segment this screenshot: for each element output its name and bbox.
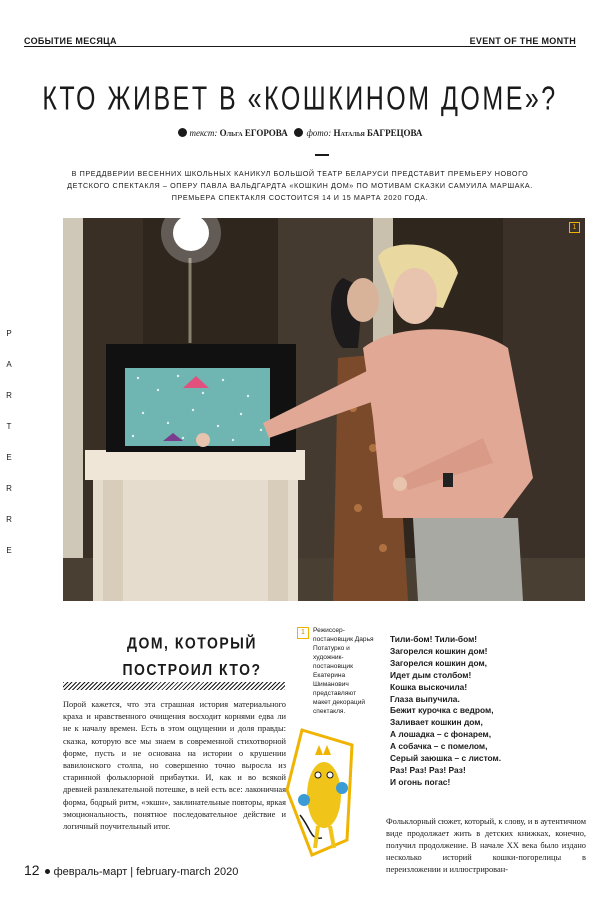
poem-line: А собачка – с помелом, [390,741,488,752]
side-letter: R [6,484,12,493]
poem [390,634,580,789]
body-paragraph-right: Фольклорный сюжет, который, к слову, и в аутентичном виде продолжает жить в детских книжках, конечно, получил продолжение. В начале XX века было издано несколько историй кошки-погорелицы в переизложении и иллюстрирован- [386,817,586,874]
text-credit-label: текст: [189,128,218,138]
side-letter: R [6,515,12,524]
side-letter: T [6,422,12,431]
rubric-divider [24,46,576,47]
poem-line: А лошадка – с фонарем, [390,729,492,740]
page-number: 12 [24,862,40,878]
side-letter: R [6,391,12,400]
rubric-label: СОБЫТИЕ МЕСЯЦА [24,36,117,46]
body-paragraph: Порой кажется, что эта страшная история материального краха и нравственного очищения восходит корнями едва ли не к началу времен. Есть в этом ощущении и доля правды: сказка, которую все мы знаем в современной стихотворной форме, пусть и не основана на истории о крушении вавилонского столпа, но совершенно точно выросла из старинной фольклорной прибаутки. И, как и во всякой древней развлекательной потешке, в ней есть все: лаконичная форма, бодрый ритм, «экшн», заклинательные повторы, яркая эмоциональность, понятное последовательное действие и логичный поучительный итог. [63,700,286,832]
photo-number-badge: 1 [569,222,580,233]
photo-credit-icon [294,128,303,137]
caption-number-badge: 1 [297,627,309,639]
side-letter: P [6,329,12,338]
photo-author: Наталья БАГРЕЦОВА [333,128,423,138]
main-photo [63,218,585,601]
article-title: КТО ЖИВЕТ В «КОШКИНОМ ДОМЕ»? [42,80,558,118]
text-credit-icon [178,128,187,137]
section-heading [92,630,292,683]
stage-model-illustration [63,218,585,601]
poem-line: Кошка выскочила! [390,681,468,692]
lead-paragraph: В ПРЕДДВЕРИИ ВЕСЕННИХ ШКОЛЬНЫХ КАНИКУЛ БОЛЬШОЙ ТЕАТР БЕЛАРУСИ ПРЕДСТАВИТ ПРЕМЬЕРУ НОВОГО ДЕТСКОГО СПЕКТАКЛЯ – ОПЕРУ ПАВЛА ВАЛЬДГАРДТА «КОШКИН ДОМ» ПО МОТИВАМ СКАЗКИ САМУИЛА МАРШАКА. ПРЕМЬЕРА СПЕКТАКЛЯ СОСТОИТСЯ 14 И 15 МАРТА 2020 ГОДА. [67,169,533,202]
hatch-divider [63,682,285,690]
poem-line: Серый заюшка – с листом. [390,753,502,764]
cat-character-illustration [282,720,362,860]
poem-line: Тили-бом! Тили-бом! [390,634,478,644]
photo-credit-label: фото: [306,128,332,138]
poem-line: Заливает кошкин дом, [390,717,483,728]
poem-line: Глаза выпучила. [390,693,460,704]
poem-line: Загорелся кошкин дом, [390,657,487,668]
poem-line: Загорелся кошкин дом! [390,645,488,656]
poem-line: Раз! Раз! Раз! Раз! [390,764,466,775]
section-side-word [3,318,15,566]
poem-line: И огонь погас! [390,776,451,787]
rubric-label-en: EVENT OF THE MONTH [469,36,576,46]
side-letter: E [6,546,12,555]
photo-caption: Режиссер-постановщик Дарья Потатурко и художник-постановщик Екатерина Шиманович представляют макет декораций спектакля. [313,627,374,715]
footer-dot-icon [45,869,50,874]
issue-label: февраль-март | february-march 2020 [53,866,239,878]
heading-line: ДОМ, КОТОРЫЙ [127,634,257,652]
poem-line: Бежит курочка с ведром, [390,705,494,716]
side-letter: A [6,360,12,369]
poem-line: Идет дым столбом! [390,669,472,680]
heading-line: ПОСТРОИЛ КТО? [122,660,262,679]
page-footer [24,862,238,878]
side-letter: E [6,453,12,462]
title-dash [315,154,329,156]
text-author: Ольга ЕГОРОВА [219,128,288,138]
credits [0,128,600,138]
